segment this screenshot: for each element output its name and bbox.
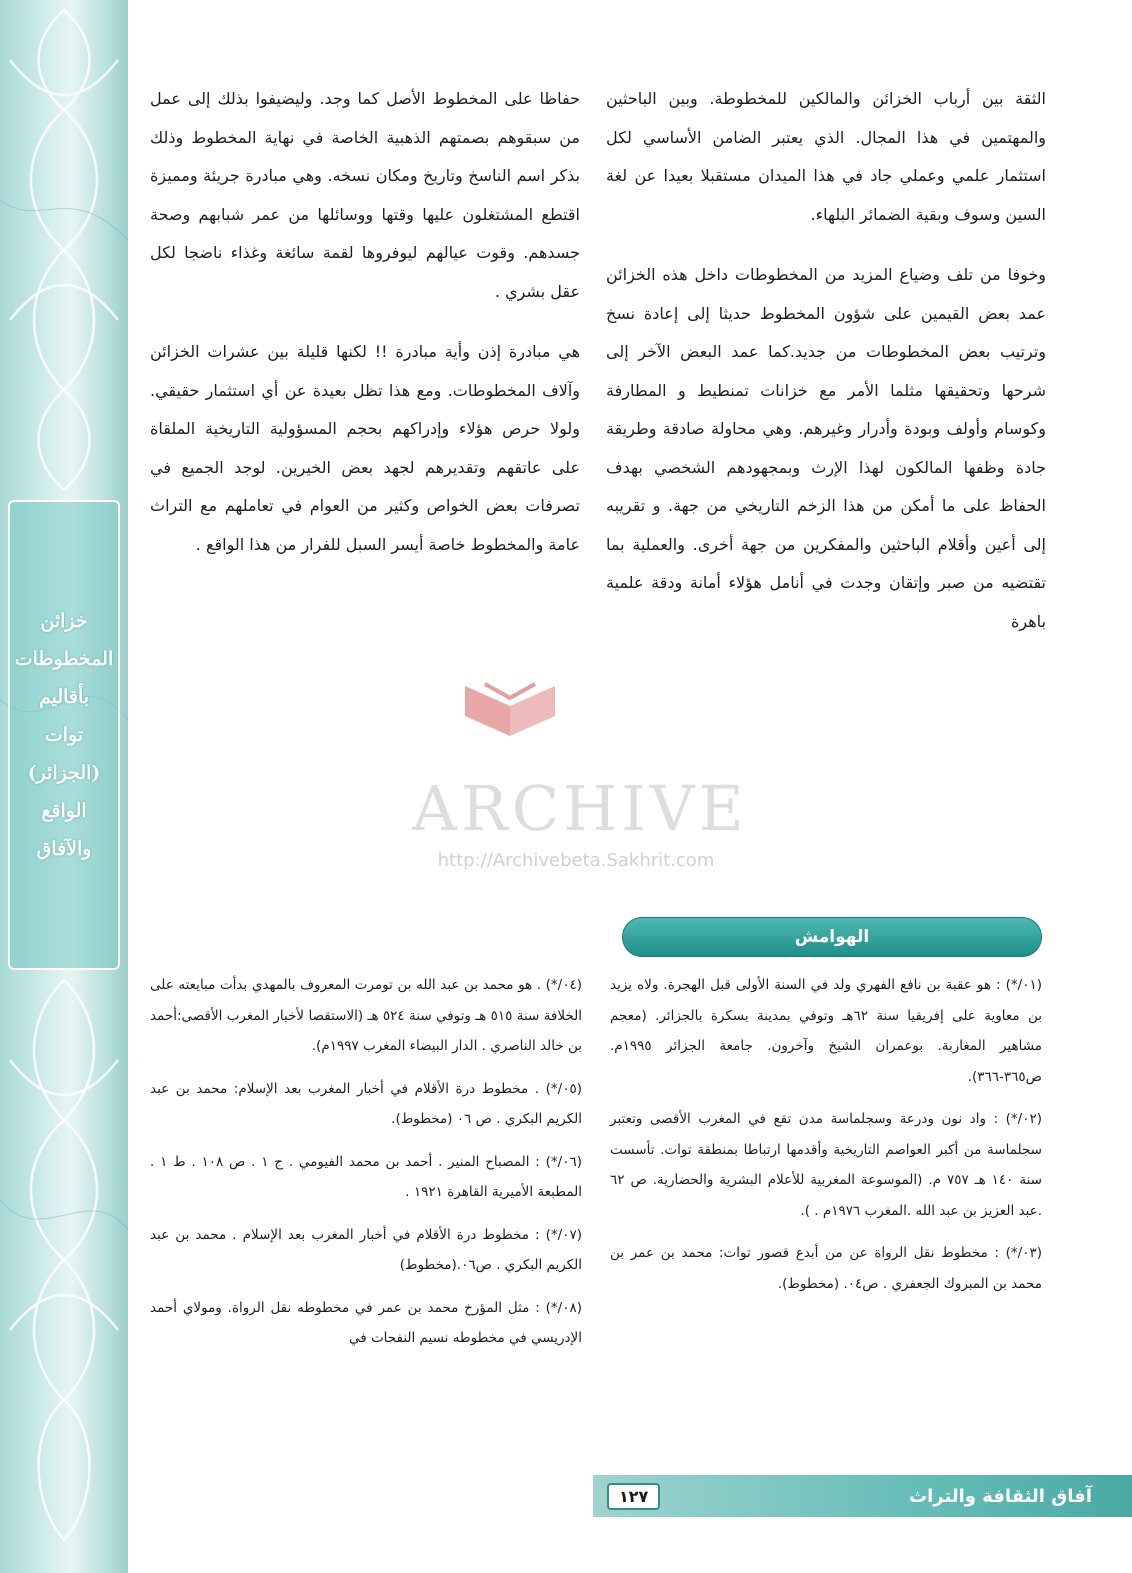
footnote: (٠٦/*) : المصباح المنير . أحمد بن محمد الفيومي . ج ١ . ص ١٠٨ . ط ١ . المطبعة الأميرية القاهرة ١٩٢١ . [150, 1153, 582, 1200]
footnote: (٠٧/*) : مخطوط درة الأقلام في أخبار المغرب بعد الإسلام . محمد بن عبد الكريم البكري . ص٠٦.(مخطوط) [150, 1226, 582, 1273]
paragraph: وخوفا من تلف وضياع المزيد من المخطوطات داخل هذه الخزائن عمد بعض القيمين على شؤون المخطوط حديثا إلى إعادة نسخ وترتيب بعض المخطوطات من جديد.كما عمد البعض الآخر إلى شرحها وتحقيقها مثلما الأمر مع خزانات تمنطيط و المطارفة وكوسام وأولف وبودة وأدرار وغيرهم. وهي محاولة صادقة وطريقة جادة وظفها المالكون لهذا الإرث وبمجهودهم الشخصي بهدف الحفاظ على ما أمكن من هذا الزخم التاريخي من جهة. و تقريبه إلى أعين وأقلام الباحثين والمفكرين من جهة أخرى. والعملية بما تقتضيه من صبر وإتقان وجدت في أنامل هؤلاء أمانة ودقة علمية باهرة [606, 265, 1046, 631]
decorative-side-strip [0, 0, 128, 1573]
footnotes-header [622, 917, 1042, 957]
paragraph: هي مبادرة إذن وأية مبادرة !! لكنها قليلة بين عشرات الخزائن وآلاف المخطوطات. ومع هذا تظل بعيدة عن أي استثمار حقيقي. ولولا حرص هؤلاء وإدراكهم بحجم المسؤولية التاريخية الملقاة على عاتقهم وتقديرهم لجهد بعض الخيرين. لوجد الجميع في تصرفات بعض الخواص وكثير من العوام في تعاملهم مع التراث عامة والمخطوط خاصة أيسر السبل للفرار من هذا الواقع . [150, 342, 580, 554]
footnote: (٠٤/*) . هو محمد بن عبد الله بن تومرت المعروف بالمهدي بدأت مبايعته على الخلافة سنة ٥١٥ هـ وتوفي سنة ٥٢٤ هـ (الاستقصا لأخبار المغرب الأقصى:أحمد بن خالد الناصري . الدار البيضاء المغرب ١٩٩٧م). [150, 977, 582, 1054]
page-number: ١٢٧ [607, 1483, 660, 1510]
article-column-left [150, 80, 580, 564]
footnote: (٠٥/*) . مخطوط درة الأقلام في أخبار المغرب بعد الإسلام: محمد بن عبد الكريم البكري . ص ٠٦ (مخطوط). [150, 1080, 582, 1127]
footnote: (٠٢/*) : واد نون ودرعة وسجلماسة مدن تقع في المغرب الأقصى وتعتبر سجلماسة من أكبر العواصم التاريخية وأقدمها ارتباطا بمنطقة توات. تأسست سنة ١٤٠ هـ ٧٥٧ م. (الموسوعة المغربية للأعلام البشرية والحضارية. ص ٦٢ .عبد العزيز بن عبد الله .المغرب ١٩٧٦م . ). [610, 1111, 1042, 1219]
section-title-box [8, 500, 120, 970]
paragraph: حفاظا على المخطوط الأصل كما وجد. وليضيفوا بذلك إلى عمل من سبقوهم بصمتهم الذهبية الخاصة في نهاية المخطوط وذلك بذكر اسم الناسخ وتاريخ ومكان نسخه. وهي مبادرة جريئة ومميزة اقتطع المشتغلون عليها وقتها ووسائلها من عمر شبابهم وصحة جسدهم. وقوت عيالهم ليوفروها لقمة سائغة وغذاء ناضجا لكل عقل بشري . [150, 89, 580, 301]
section-title-line: توات [44, 724, 84, 746]
section-title-line: خزائن [40, 610, 88, 632]
section-title-line: والآفاق [36, 838, 92, 860]
section-title-line: بأقاليم [38, 686, 90, 708]
journal-title: آفاق الثقافة والتراث [909, 1485, 1092, 1507]
section-title-line: المخطوطات [14, 648, 114, 670]
footnote: (٠٨/*) : مثل المؤرخ محمد بن عمر في مخطوطه نقل الرواة. ومولاي أحمد الإدريسي في مخطوطه نسيم النفحات في [150, 1299, 582, 1346]
watermark-book-icon [455, 676, 565, 746]
footnotes-left [150, 970, 582, 1366]
article-column-right [606, 80, 1046, 641]
footnotes-header-label: الهوامش [794, 927, 870, 947]
watermark-text: ARCHIVE [412, 772, 748, 845]
footnotes-right [610, 970, 1042, 1311]
section-title-line: (الجزائر) [27, 762, 101, 784]
footnote: (٠٣/*) : مخطوط نقل الرواة عن من أبدع قصور توات: محمد بن عمر بن محمد بن المبروك الجعفري . ص٠٤. (مخطوط). [610, 1245, 1042, 1292]
footnote: (٠١/*) : هو عقبة بن نافع الفهري ولد في السنة الأولى قبل الهجرة. ولاه يزيد بن معاوية على إفريقيا سنة ٦٢هـ وتوفي بمدينة بسكرة بالجزائر. (معجم مشاهير المغاربة. بوعمران الشيخ وآخرون. جامعة الجزائر ١٩٩٥م. ص٣٦٥-٣٦٦). [610, 977, 1042, 1085]
page-footer [593, 1475, 1132, 1517]
section-title [15, 602, 114, 868]
watermark-url: http://Archivebeta.Sakhrit.com [437, 850, 715, 871]
section-title-line: الواقع [41, 800, 87, 822]
paragraph: الثقة بين أرباب الخزائن والمالكين للمخطوطة. وبين الباحثين والمهتمين في هذا المجال. الذي يعتبر الضامن الأساسي لكل استثمار علمي وعملي جاد في هذا الميدان مستقبلا بعيدا عن لغة السين وسوف وبقية الضمائر البلهاء. [606, 89, 1046, 224]
